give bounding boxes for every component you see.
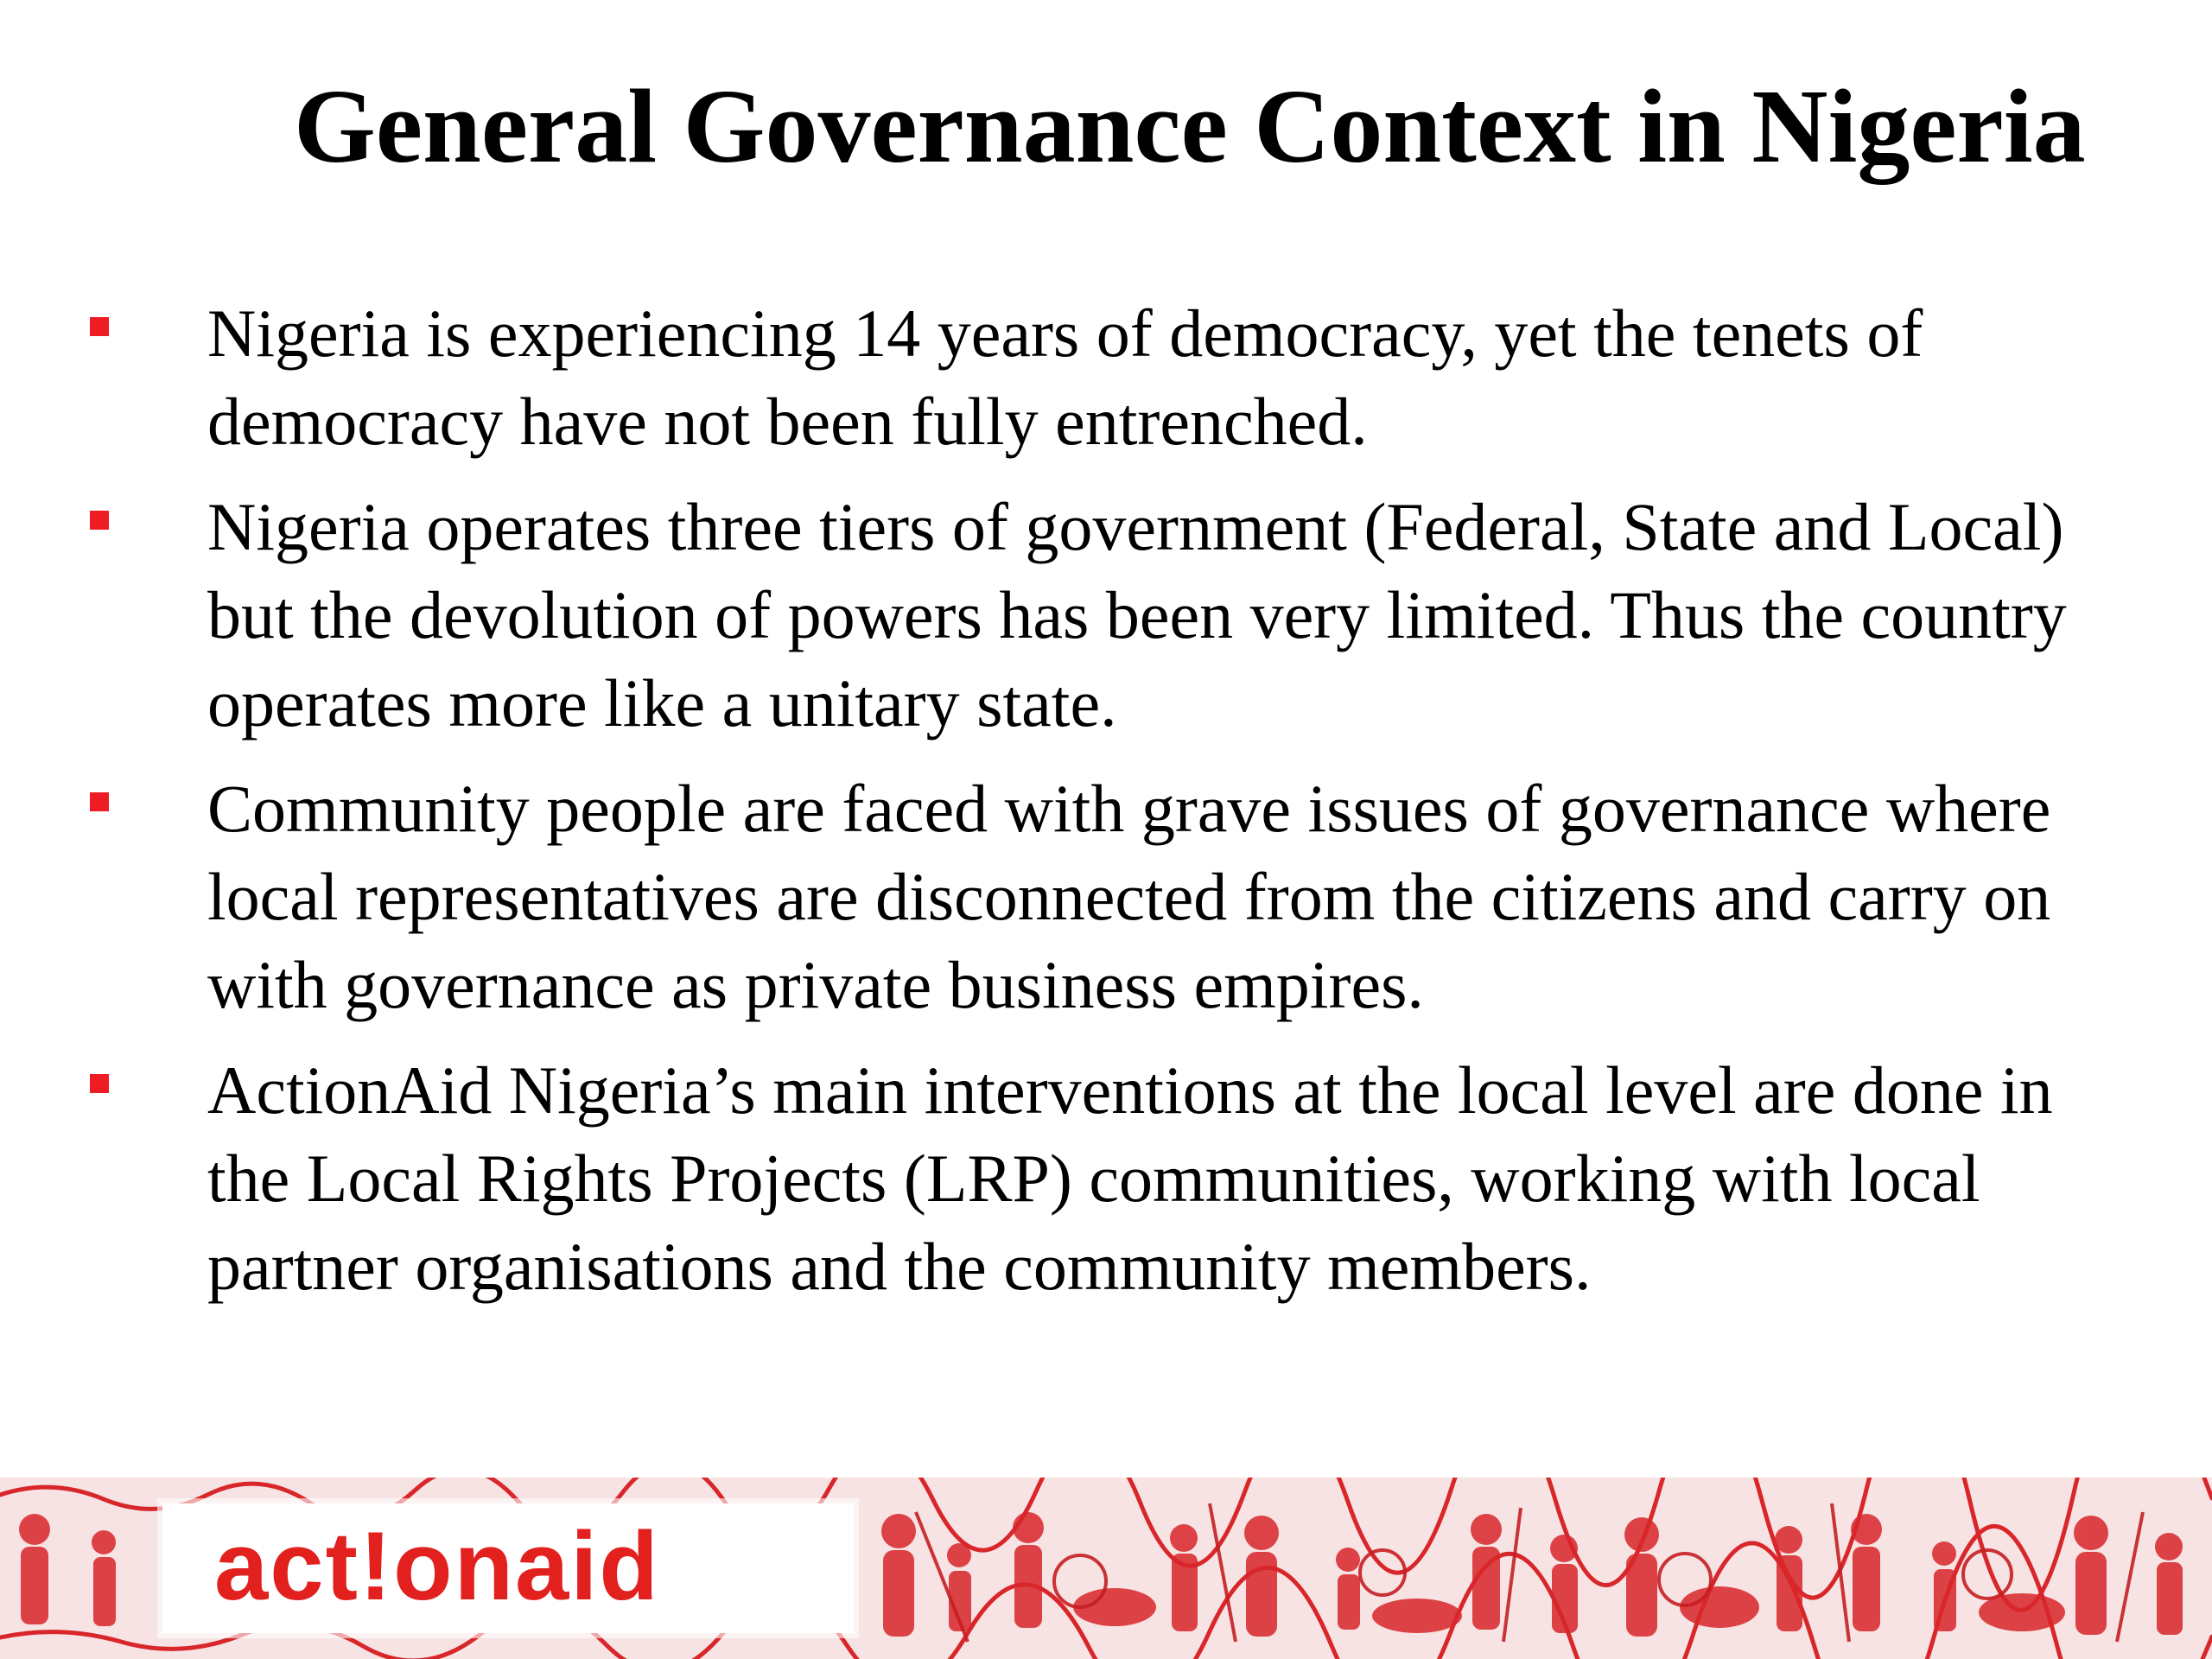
footer-banner	[0, 1478, 2212, 1659]
square-bullet-icon	[90, 317, 109, 336]
logo	[162, 1503, 854, 1633]
bullet-text: Community people are faced with grave issues of governance where local representatives are disconnected from the citizens and carry on with governance as private business empires.	[207, 771, 2051, 1022]
bullet-item	[0, 289, 2134, 466]
square-bullet-icon	[90, 511, 109, 530]
actionaid-logo-text: act!onaid	[214, 1512, 660, 1620]
bullet-item	[0, 765, 2134, 1029]
bullet-text: Nigeria operates three tiers of government (Federal, State and Local) but the devolution of powers has been very limited. Thus the country operates more like a unitary state.	[207, 489, 2067, 741]
bullet-text: ActionAid Nigeria’s main interventions at the local level are done in the Local Rights Projects (LRP) communities, working with local partner organisations and the community members.	[207, 1052, 2053, 1304]
square-bullet-icon	[90, 792, 109, 811]
bullet-list	[0, 289, 2212, 1328]
slide-title: General Governance Context in Nigeria	[294, 68, 2086, 185]
bullet-item	[0, 483, 2134, 747]
square-bullet-icon	[90, 1074, 109, 1093]
bullet-text: Nigeria is experiencing 14 years of democracy, yet the tenets of democracy have not been fully entrenched.	[207, 296, 1923, 459]
bullet-item	[0, 1046, 2134, 1311]
